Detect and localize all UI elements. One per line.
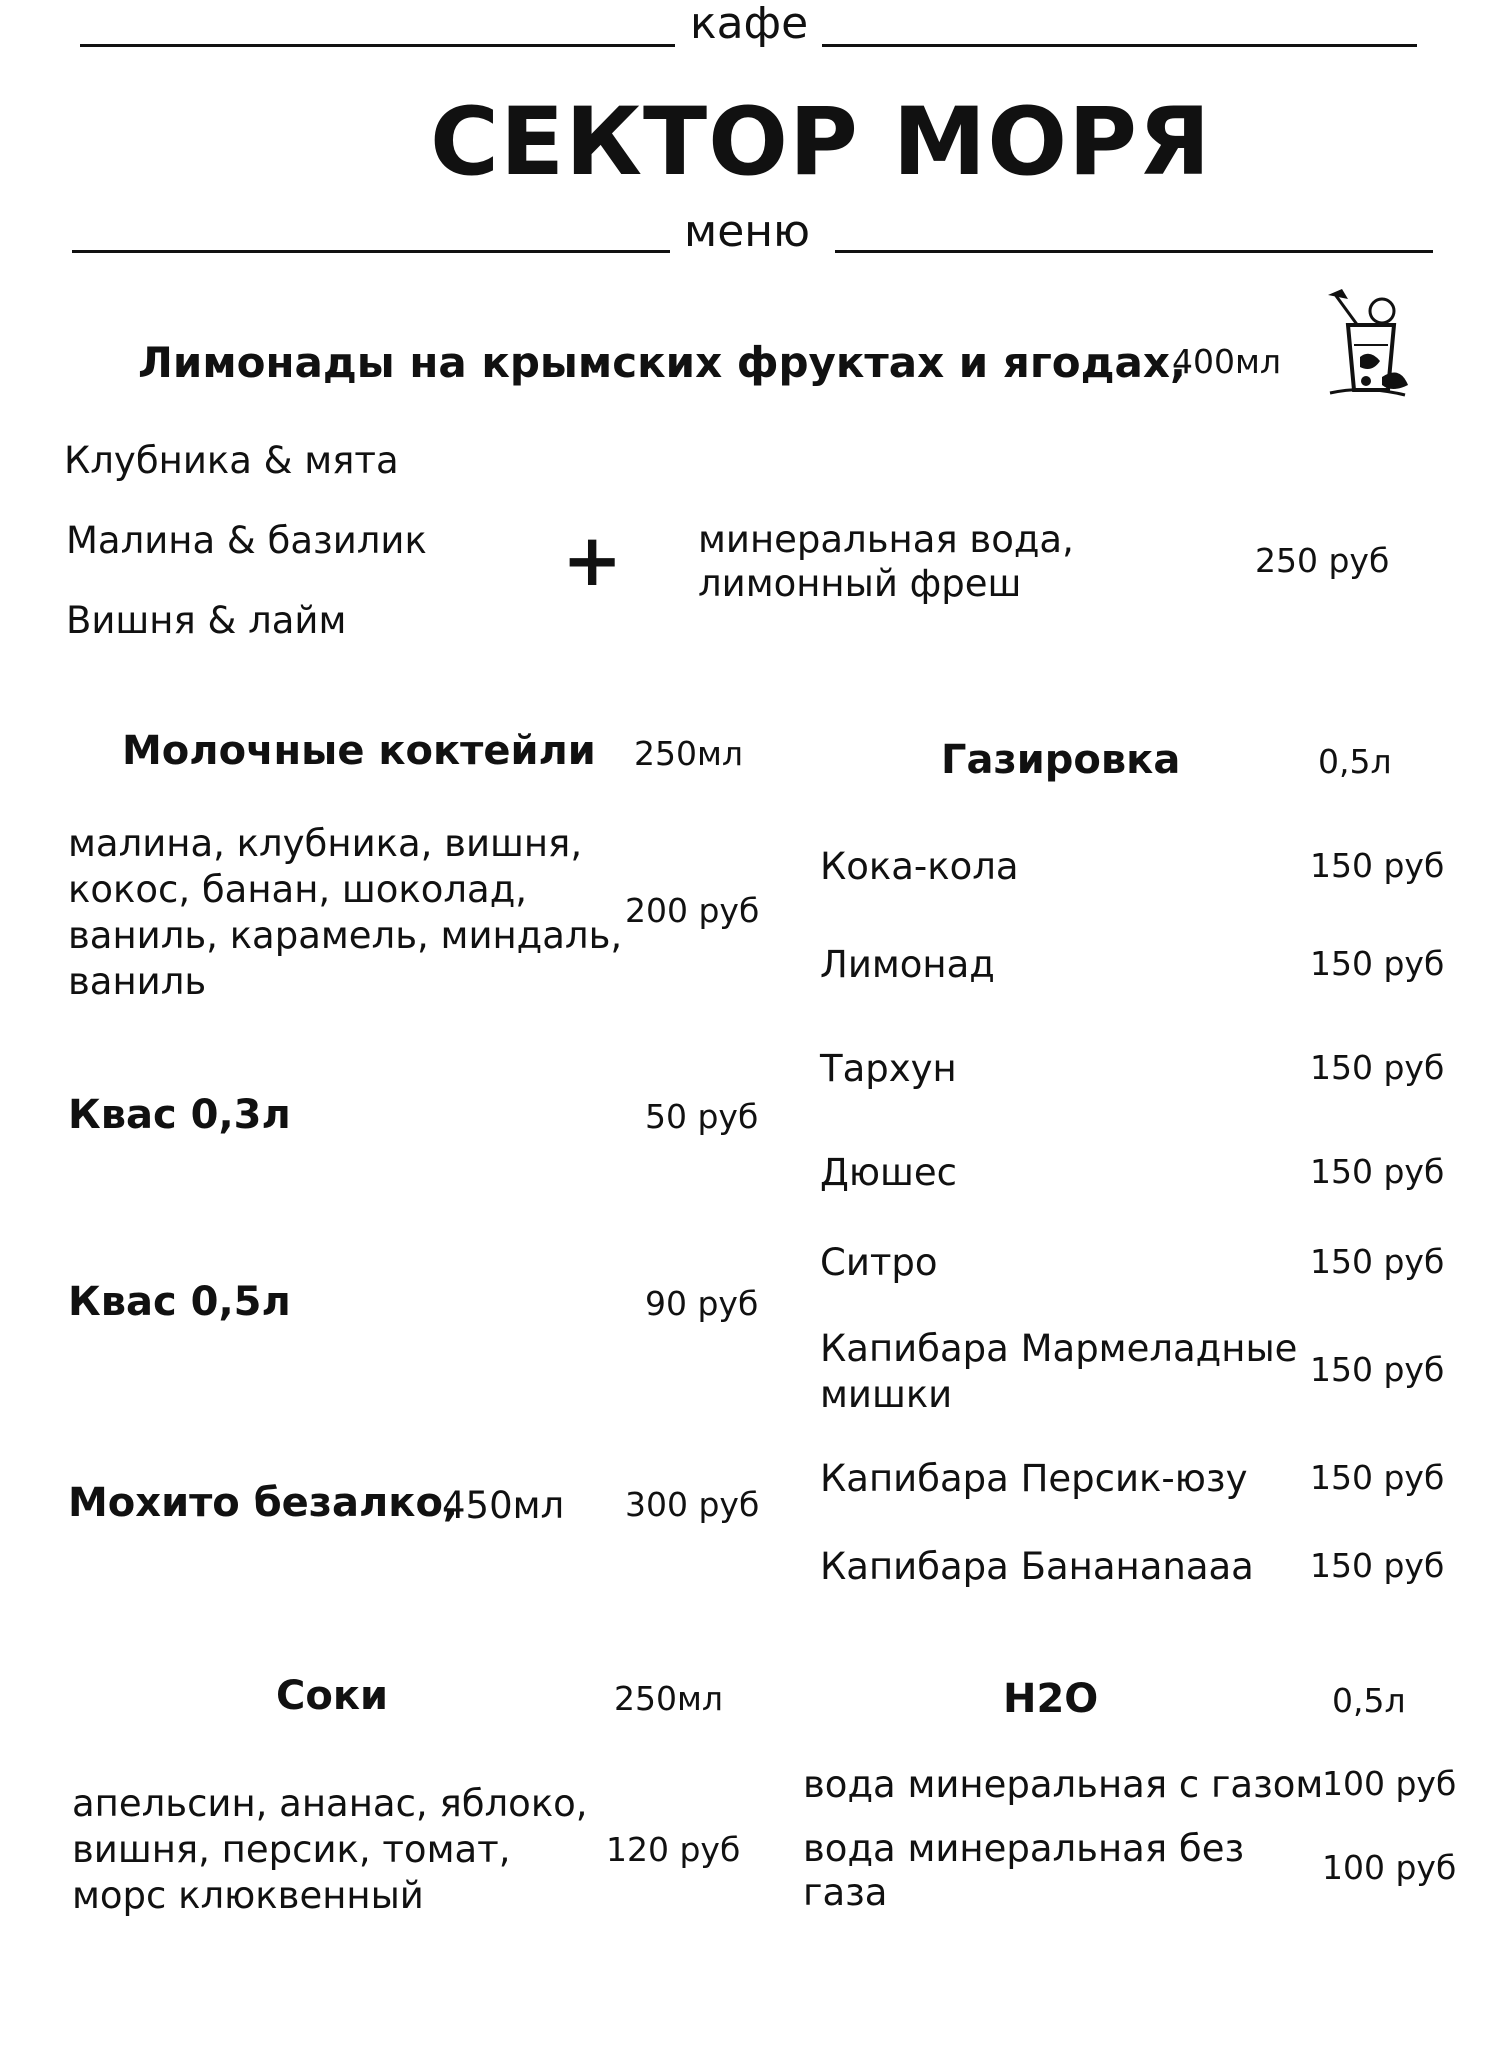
water-item-2-name-line2: газа (803, 1871, 888, 1914)
lemonade-flavor-3: Вишня & лайм (66, 599, 347, 642)
soda-item-4-name: Дюшес (820, 1151, 958, 1194)
milkshakes-line-3: ваниль, карамель, миндаль, (68, 914, 623, 957)
soda-item-8-name: Капибара Бананаnaaa (820, 1545, 1254, 1588)
milkshakes-line-1: малина, клубника, вишня, (68, 822, 583, 865)
kvass-small-name: Квас 0,3л (68, 1092, 291, 1138)
mojito-volume: 450мл (442, 1484, 565, 1527)
water-volume: 0,5л (1332, 1681, 1406, 1720)
soda-item-1-name: Кока-кола (820, 845, 1019, 888)
soda-item-3-name: Тархун (820, 1047, 957, 1090)
juices-price: 120 руб (606, 1830, 741, 1869)
soda-item-6-name-line1: Капибара Мармеладные (820, 1327, 1298, 1370)
kvass-large-price: 90 руб (645, 1284, 759, 1323)
lemonade-flavor-1: Клубника & мята (64, 439, 399, 482)
water-title: H2O (1003, 1676, 1099, 1722)
soda-item-5-price: 150 руб (1310, 1242, 1445, 1281)
soda-item-7-price: 150 руб (1310, 1458, 1445, 1497)
header-rule-left-bottom (72, 250, 670, 253)
header-rule-right-bottom (835, 250, 1433, 253)
mojito-price: 300 руб (625, 1485, 760, 1524)
cafe-label: кафе (690, 0, 809, 49)
soda-item-2-price: 150 руб (1310, 944, 1445, 983)
soda-item-2-name: Лимонад (820, 943, 995, 986)
menu-label: меню (684, 206, 811, 257)
juices-volume: 250мл (614, 1679, 723, 1718)
water-item-2-price: 100 руб (1322, 1848, 1457, 1887)
mojito-name: Мохито безалко, (68, 1480, 459, 1526)
header-rule-right-top (822, 44, 1417, 47)
milkshakes-line-2: кокос, банан, шоколад, (68, 868, 528, 911)
milkshakes-price: 200 руб (625, 891, 760, 930)
soda-item-6-name-line2: мишки (820, 1373, 953, 1416)
soda-item-1-price: 150 руб (1310, 846, 1445, 885)
water-item-1-name: вода минеральная с газом (803, 1763, 1324, 1806)
lemonade-base-line1: минеральная вода, (698, 518, 1074, 561)
soda-volume: 0,5л (1318, 742, 1392, 781)
soda-item-8-price: 150 руб (1310, 1546, 1445, 1585)
soda-item-3-price: 150 руб (1310, 1048, 1445, 1087)
lemonade-base-line2: лимонный фреш (698, 562, 1022, 605)
water-item-1-price: 100 руб (1322, 1764, 1457, 1803)
cafe-name: СЕКТОР МОРЯ (430, 88, 1212, 197)
water-item-2-name-line1: вода минеральная без (803, 1827, 1245, 1870)
milkshakes-volume: 250мл (634, 734, 743, 773)
soda-item-7-name: Капибара Персик-юзу (820, 1457, 1248, 1500)
milkshakes-line-4: ваниль (68, 960, 207, 1003)
kvass-small-price: 50 руб (645, 1097, 759, 1136)
juices-line-2: вишня, персик, томат, (72, 1828, 511, 1871)
header-rule-left-top (80, 44, 675, 47)
juices-title: Соки (276, 1673, 389, 1719)
juices-line-3: морс клюквенный (72, 1874, 424, 1917)
milkshakes-title: Молочные коктейли (122, 728, 596, 774)
soda-item-4-price: 150 руб (1310, 1152, 1445, 1191)
lemonade-glass-icon (1320, 285, 1415, 405)
lemonade-price: 250 руб (1255, 541, 1390, 580)
lemonade-flavor-2: Малина & базилик (66, 519, 427, 562)
soda-item-6-price: 150 руб (1310, 1350, 1445, 1389)
plus-sign: + (562, 518, 623, 602)
kvass-large-name: Квас 0,5л (68, 1279, 291, 1325)
juices-line-1: апельсин, ананас, яблоко, (72, 1782, 588, 1825)
soda-item-5-name: Ситро (820, 1241, 938, 1284)
lemonades-volume: 400мл (1172, 342, 1281, 381)
lemonades-title: Лимонады на крымских фруктах и ягодах, (138, 338, 1186, 387)
soda-title: Газировка (941, 737, 1181, 783)
